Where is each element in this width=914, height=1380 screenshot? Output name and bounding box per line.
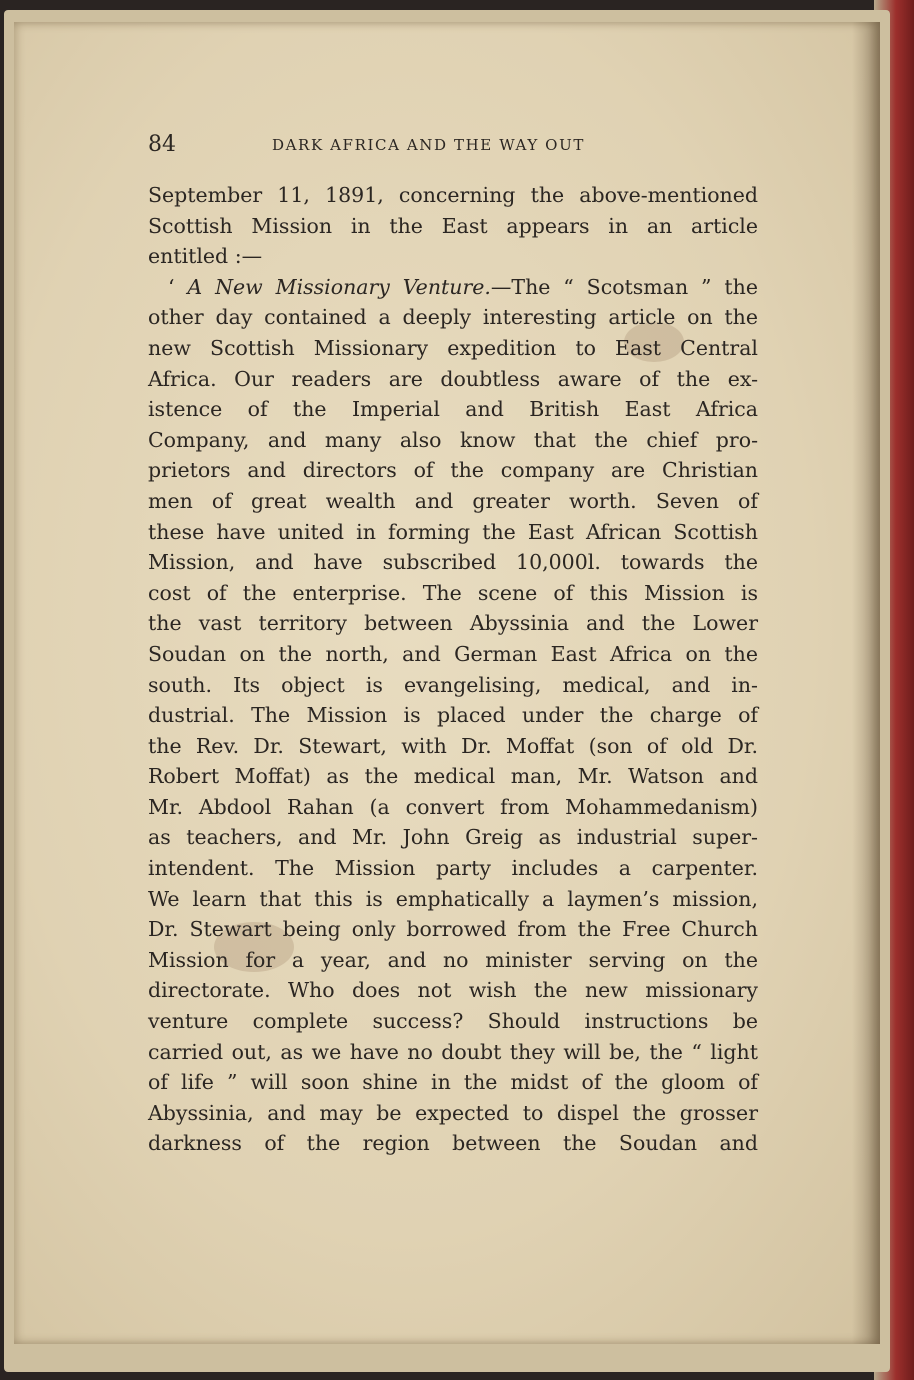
text-line: venture complete success? Should instructions be [148, 1009, 758, 1034]
text-line: directorate. Who does not wish the new missionary [148, 978, 758, 1003]
text-line: prietors and directors of the company are Christian [148, 458, 758, 483]
text-line: Robert Moffat) as the medical man, Mr. Watson and [148, 764, 758, 789]
quote-after: —The “ Scotsman ” [490, 274, 725, 299]
text-line: entitled :— [148, 244, 263, 269]
text-line: Mission, and have subscribed 10,000l. towards the [148, 550, 758, 575]
running-title: DARK AFRICA AND THE WAY OUT [272, 136, 585, 154]
text-line: the vast territory between Abyssinia and the Lower [148, 611, 758, 636]
body-text [148, 180, 758, 1159]
text-line: Dr. Stewart being only borrowed from the Free Church [148, 917, 758, 942]
text-line: as teachers, and Mr. John Greig as industrial super- [148, 825, 758, 850]
quote-open: ‘ [168, 274, 188, 299]
quote-title: A New Missionary Venture. [187, 274, 491, 299]
text-line: other day contained a deeply interesting article on the [148, 305, 758, 330]
text-line: darkness of the region between the Soudan and [148, 1131, 758, 1156]
text-line: Soudan on the north, and German East Africa on the [148, 641, 758, 666]
text-line: Abyssinia, and may be expected to dispel the grosser [148, 1100, 758, 1125]
text-line: We learn that this is emphatically a laymen’s mission, [148, 886, 758, 911]
text-line: Mission for a year, and no minister serving on the [148, 947, 758, 972]
text-line: these have united in forming the East African Scottish [148, 519, 758, 544]
running-head [148, 132, 628, 162]
text-line: Scottish Mission in the East appears in an article [148, 213, 758, 238]
text-line: istence of the Imperial and British East Africa [148, 397, 758, 422]
text-line: of life ” will soon shine in the midst of the gloom of [148, 1070, 758, 1095]
text-line: intendent. The Mission party includes a carpenter. [148, 856, 758, 881]
text-line: cost of the enterprise. The scene of this Mission is [148, 580, 758, 605]
page-number: 84 [148, 132, 176, 157]
text-line: south. Its object is evangelising, medical, and in- [148, 672, 758, 697]
text-line: Mr. Abdool Rahan (a convert from Mohammedanism) [148, 794, 758, 819]
text-line: the Rev. Dr. Stewart, with Dr. Moffat (son of old Dr. [148, 733, 758, 758]
text-line: men of great wealth and greater worth. Seven of [148, 488, 758, 513]
text-line: new Scottish Missionary expedition to East Central [148, 335, 758, 360]
text-line: Africa. Our readers are doubtless aware of the ex- [148, 366, 758, 391]
gutter-shadow [852, 22, 880, 1344]
text-line: dustrial. The Mission is placed under the charge of [148, 703, 758, 728]
text-line-quote-start [148, 272, 758, 303]
quote-line-end: the [724, 274, 758, 299]
text-line: Company, and many also know that the chief pro- [148, 427, 758, 452]
text-line: September 11, 1891, concerning the above-mentioned [148, 183, 758, 207]
text-line: carried out, as we have no doubt they will be, the “ light [148, 1039, 758, 1064]
